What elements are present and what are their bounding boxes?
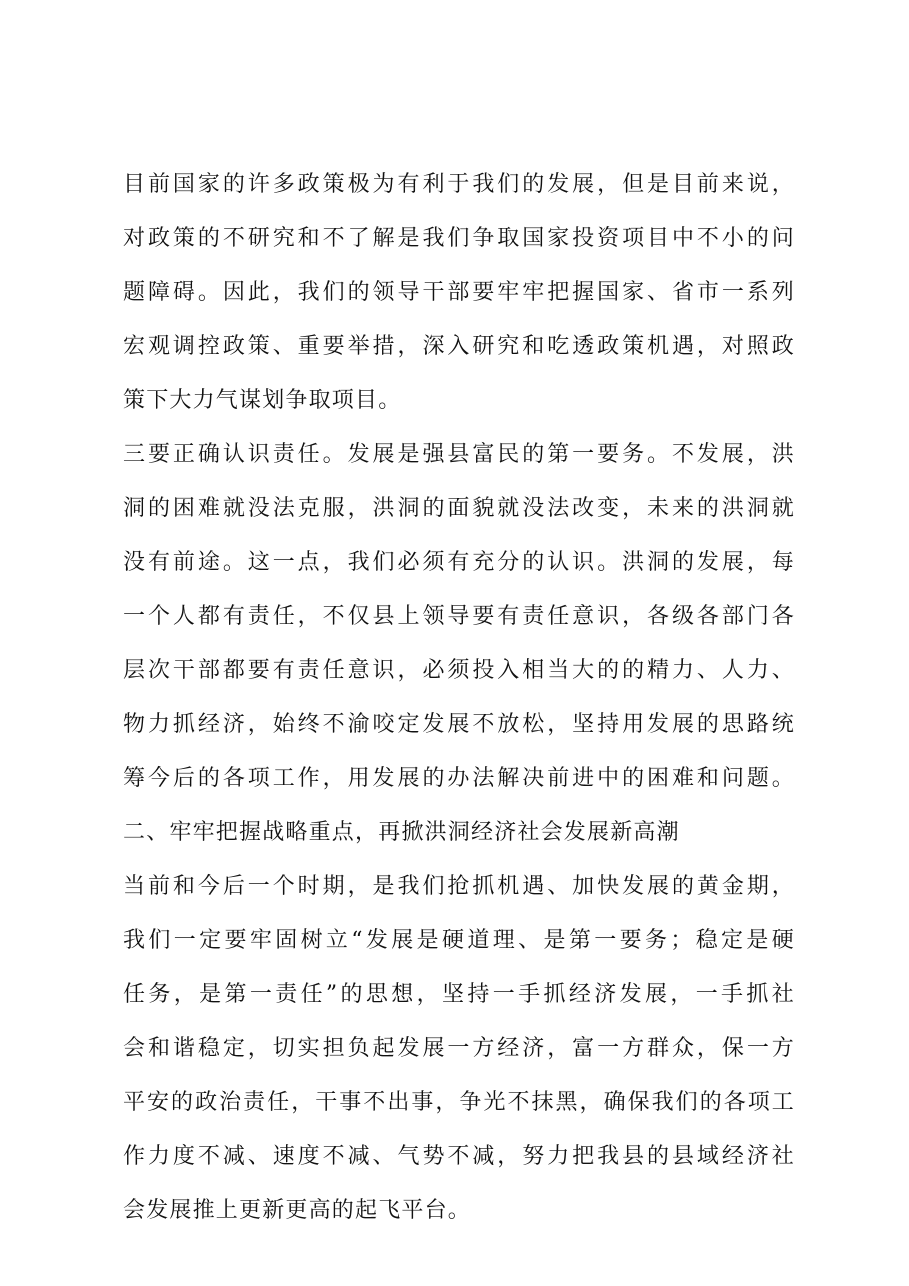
text-line: 宏观调控政策、重要举措，深入研究和吃透政策机遇，对照政 bbox=[123, 334, 795, 359]
section-heading: 二、牢牢把握战略重点，再掀洪洞经济社会发展新高潮 bbox=[123, 820, 680, 845]
text-line: 筹今后的各项工作，用发展的办法解决前进中的困难和问题。 bbox=[123, 766, 795, 791]
text-line: 目前国家的许多政策极为有利于我们的发展，但是目前来说， bbox=[123, 172, 795, 197]
text-line: 作力度不减、速度不减、气势不减，努力把我县的县域经济社 bbox=[123, 1144, 795, 1169]
text-line: 任务，是第一责任”的思想，坚持一手抓经济发展，一手抓社 bbox=[123, 982, 795, 1007]
text-line: 洞的困难就没法克服，洪洞的面貌就没法改变，未来的洪洞就 bbox=[123, 496, 795, 521]
text-line: 三要正确认识责任。发展是强县富民的第一要务。不发展，洪 bbox=[123, 442, 795, 467]
text-line: 平安的政治责任，干事不出事，争光不抹黑，确保我们的各项工 bbox=[123, 1090, 795, 1115]
text-line: 会和谐稳定，切实担负起发展一方经济，富一方群众，保一方 bbox=[123, 1036, 795, 1061]
text-line: 层次干部都要有责任意识，必须投入相当大的的精力、人力、 bbox=[123, 658, 795, 683]
text-line: 会发展推上更新更高的起飞平台。 bbox=[123, 1198, 472, 1223]
text-line: 策下大力气谋划争取项目。 bbox=[123, 388, 402, 413]
document-body bbox=[123, 158, 795, 1238]
text-line: 物力抓经济，始终不渝咬定发展不放松，坚持用发展的思路统 bbox=[123, 712, 795, 737]
text-line: 我们一定要牢固树立“发展是硬道理、是第一要务；稳定是硬 bbox=[123, 928, 795, 953]
text-line: 题障碍。因此，我们的领导干部要牢牢把握国家、省市一系列 bbox=[123, 280, 795, 305]
text-line: 没有前途。这一点，我们必须有充分的认识。洪洞的发展，每 bbox=[123, 550, 795, 575]
text-line: 对政策的不研究和不了解是我们争取国家投资项目中不小的问 bbox=[123, 226, 795, 251]
text-line: 一个人都有责任，不仅县上领导要有责任意识，各级各部门各 bbox=[123, 604, 795, 629]
text-line: 当前和今后一个时期，是我们抢抓机遇、加快发展的黄金期， bbox=[123, 874, 795, 899]
